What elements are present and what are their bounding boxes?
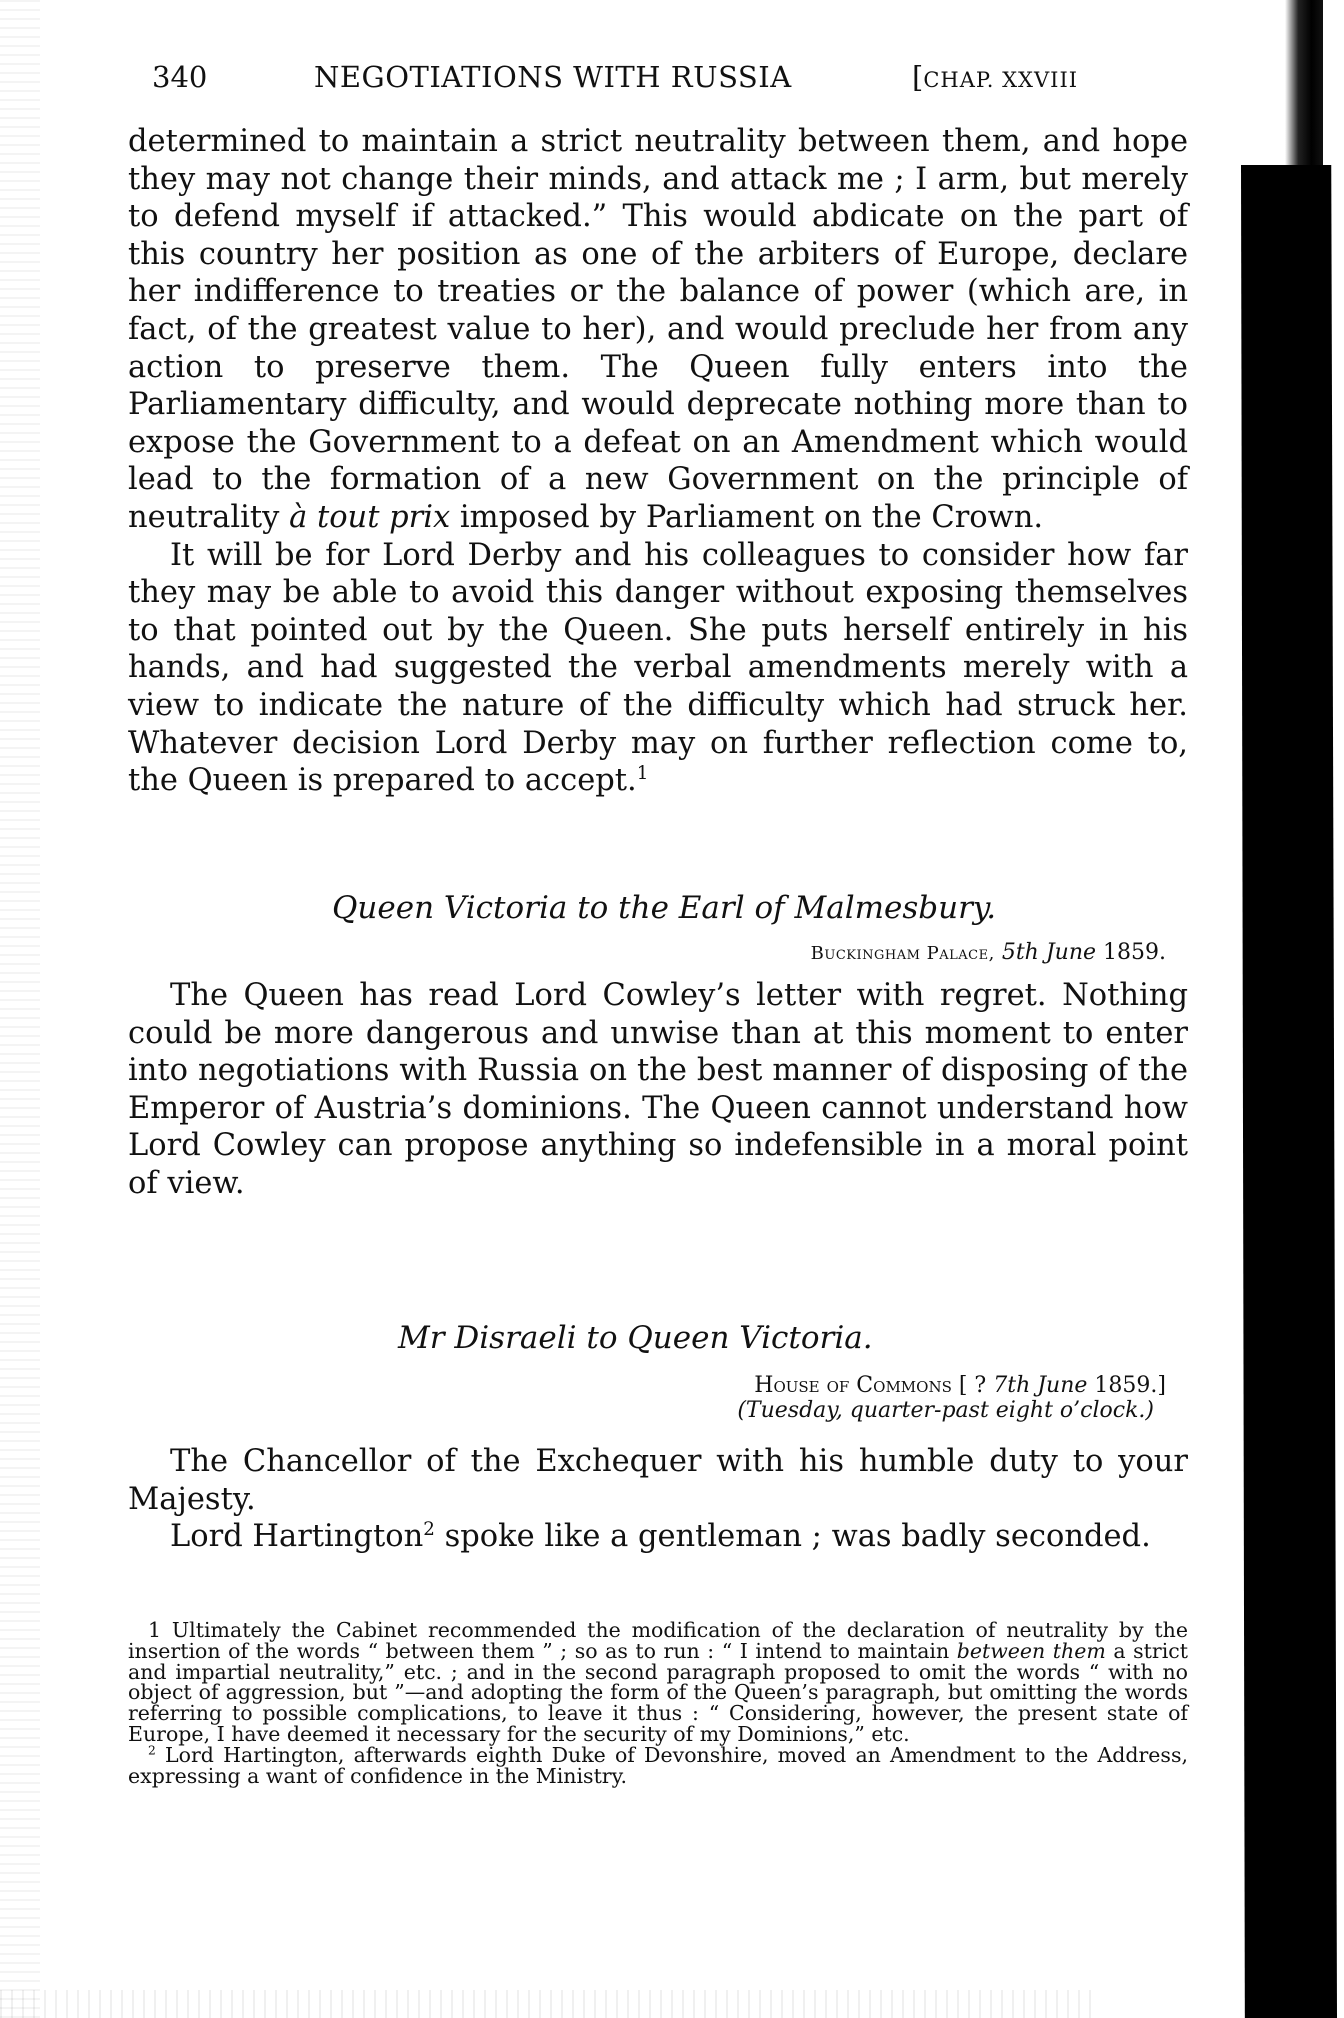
paragraph: Lord Hartington$^2$ spoke like a gentleman ; was badly seconded.	[170, 1519, 1151, 1555]
chapter-bracket: [	[912, 60, 924, 94]
letter-body	[128, 977, 1188, 1203]
paragraph: The Chancellor of the Exchequer with his humble duty to your Majesty.	[128, 1444, 1188, 1517]
footnote-2: $^2$ Lord Hartington, afterwards eighth Duke of Devonshire, moved an Amendment to the Address, expressing a want of confidence in the Ministry.	[128, 1742, 1188, 1788]
page-edge-noise	[0, 0, 40, 2018]
paragraph: It will be for Lord Derby and his colleagues to consider how far they may be able to avoid this danger without exposing themselves to that pointed out by the Queen. She puts herself entirely in his hands, and had suggested the verbal amendments merely with a view to indicate the nature of the difficulty which had struck her. Whatever decision Lord Derby may on further reflection come to, the Queen is prepared to accept.$^1$	[128, 537, 1188, 799]
italic-phrase: à tout prix	[289, 499, 451, 535]
letter-heading: Queen Victoria to the Earl of Malmesbury.	[332, 890, 997, 926]
footnote-1: 1 Ultimately the Cabinet recommended the modification of the declaration of neutrality by the insertion of the words “ between them ” ; so as to run : “ I intend to maintain between them a strict and impartial neutrality,” etc. ; and in the second paragraph proposed to omit the words “ with no object of aggression, but ”—and adopting the form of the Queen’s paragraph, but omitting the words referring to possible complications, to leave it thus : “ Considering, however, the present state of Europe, I have deemed it necessary for the security of my Dominions,” etc.	[128, 1618, 1188, 1746]
page-bottom-noise	[0, 1990, 1100, 2018]
letter-dateline: House of Commons [ ? 7th June 1859.] (Tuesday, quarter-past eight o’clock.)	[737, 1373, 1166, 1423]
time-note: (Tuesday, quarter-past eight o’clock.)	[737, 1398, 1154, 1423]
running-title: NEGOTIATIONS WITH RUSSIA	[314, 60, 792, 94]
footnote-ref-2: 2	[423, 1519, 435, 1541]
paragraph: The Queen has read Lord Cowley’s letter with regret. Nothing could be more dangerous and unwise than at this moment to enter into negotiations with Russia on the best manner of disposing of the Emperor of Austria’s dominions. The Queen cannot understand how Lord Cowley can propose anything so indefensible in a moral point of view.	[128, 978, 1188, 1201]
footnote-ref-1: 1	[636, 763, 649, 785]
continued-text	[128, 123, 1188, 800]
binding-shadow-top	[1285, 0, 1323, 170]
letter-body	[128, 1443, 1188, 1556]
chapter-label	[912, 60, 1078, 94]
footnotes	[128, 1620, 1188, 1786]
paragraph-continued: determined to maintain a strict neutrality between them, and hope they may not change their minds, and attack me ; I arm, but merely to defend myself if attacked.” This would abdicate on the part of this country her position as one of the arbiters of Europe, declare her indifference to treaties or the balance of power (which are, in fact, of the greatest value to her), and would preclude her from any action to preserve them. The Queen fully enters into the Parliamentary difficulty, and would deprecate nothing more than to expose the Government to a defeat on an Amendment which would lead to the formation of a new Government on the principle of neutrality à tout prix imposed by Parliament on the Crown.	[128, 124, 1188, 535]
running-header	[152, 60, 1222, 100]
letter-heading: Mr Disraeli to Queen Victoria.	[398, 1320, 873, 1356]
page-number: 340	[152, 60, 208, 94]
chapter-number: CHAP. XXVIII	[923, 68, 1079, 92]
letter-dateline: Buckingham Palace, 5th June 1859.	[810, 940, 1166, 965]
binding-shadow	[1241, 165, 1337, 2018]
